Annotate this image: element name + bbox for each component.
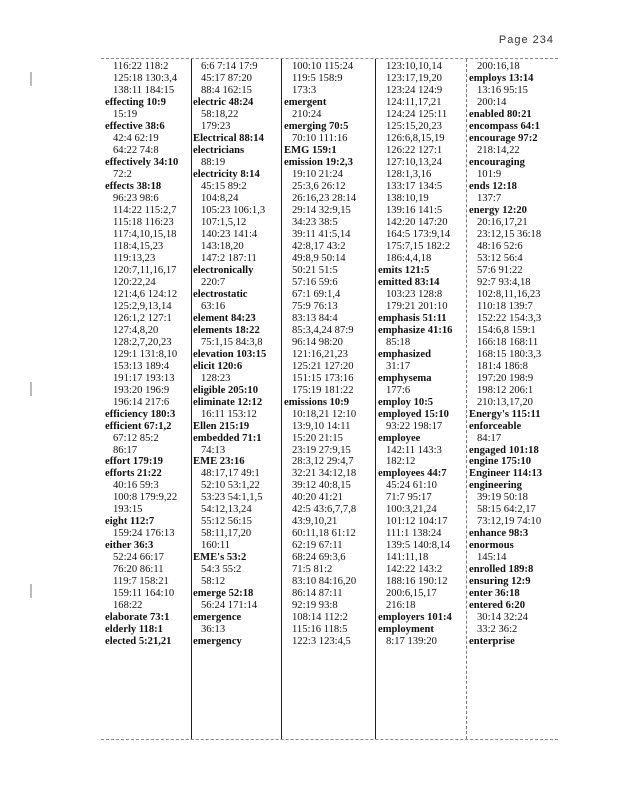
- index-page-refs: 191:17 193:13: [113, 372, 175, 384]
- index-page-refs: 119:5 158:9: [292, 72, 343, 84]
- index-term-entry: employed 15:10: [378, 408, 449, 420]
- index-page-refs: 151:15 173:16: [292, 372, 354, 384]
- index-page-refs: 168:15 180:3,3: [477, 348, 542, 360]
- column-divider: [466, 59, 467, 739]
- index-page-refs: 119:13,23: [113, 252, 156, 264]
- index-term-entry: employers 101:4: [378, 612, 452, 624]
- index-page-refs: 85:3,4,24 87:9: [292, 324, 354, 336]
- index-page-refs: 142:11 143:3: [386, 444, 442, 456]
- index-page-refs: 63:16: [201, 300, 226, 312]
- index-term-entry: engineering: [469, 480, 522, 492]
- index-term-entry: EMG 159:1: [284, 144, 337, 156]
- index-page-refs: 40:16 59:3: [113, 480, 159, 492]
- index-page-refs: 133:17 134:5: [386, 180, 443, 192]
- index-page-refs: 100:3,21,24: [386, 504, 437, 516]
- index-page-refs: 88:4 162:15: [201, 84, 252, 96]
- index-page-refs: 125:18 130:3,4: [113, 72, 178, 84]
- index-page-refs: 179:21 201:10: [386, 300, 448, 312]
- index-term-entry: emphasize 41:16: [378, 324, 453, 336]
- index-page-refs: 85:18: [386, 336, 411, 348]
- index-page-refs: 142:22 143:2: [386, 564, 443, 576]
- index-term-entry: effects 38:18: [105, 180, 162, 192]
- index-page-refs: 45:24 61:10: [386, 480, 437, 492]
- index-page-refs: 123:17,19,20: [386, 72, 442, 84]
- index-page-refs: 73:12,19 74:10: [477, 516, 542, 528]
- index-term-entry: Energy's 115:11: [469, 408, 541, 420]
- index-page-refs: 153:13 189:4: [113, 360, 170, 372]
- index-page-refs: 84:17: [477, 432, 502, 444]
- index-page-refs: 19:10 21:24: [292, 168, 343, 180]
- index-page-refs: 175:19 181:22: [292, 384, 354, 396]
- index-page-refs: 125:15,20,23: [386, 120, 442, 132]
- index-term-entry: emphasized: [378, 348, 431, 360]
- index-term-entry: emerging 70:5: [284, 120, 349, 132]
- index-page-refs: 67:12 85:2: [113, 432, 159, 444]
- index-page-refs: 58:12: [201, 576, 226, 588]
- index-page-refs: 67:1 69:1,4: [292, 288, 341, 300]
- index-page-refs: 55:12 56:15: [201, 516, 252, 528]
- index-term-entry: employment: [378, 624, 434, 636]
- index-term-entry: EME's 53:2: [193, 552, 247, 564]
- index-page-refs: 179:23: [201, 120, 231, 132]
- index-page-refs: 75:9 76:13: [292, 300, 338, 312]
- index-page-refs: 31:17: [386, 360, 411, 372]
- index-term-entry: effectively 34:10: [105, 156, 179, 168]
- index-page-refs: 107:1,5,12: [201, 216, 247, 228]
- index-page-refs: 103:23 128:8: [386, 288, 443, 300]
- index-page-refs: 188:16 190:12: [386, 576, 448, 588]
- index-page-refs: 36:13: [201, 624, 226, 636]
- index-page-refs: 45:17 87:20: [201, 72, 252, 84]
- index-page-refs: 198:12 206:1: [477, 384, 534, 396]
- index-page-refs: 128:2,7,20,23: [113, 336, 172, 348]
- index-term-entry: electrostatic: [193, 288, 248, 300]
- index-page-refs: 32:21 34:12,18: [292, 468, 357, 480]
- index-page-refs: 101:9: [477, 168, 502, 180]
- scan-edge-mark: [30, 584, 32, 598]
- index-page-refs: 53:12 56:4: [477, 252, 523, 264]
- index-term-entry: either 36:3: [105, 540, 154, 552]
- index-page-refs: 29:14 32:9,15: [292, 204, 351, 216]
- index-term-entry: elevation 103:15: [193, 348, 267, 360]
- index-page-refs: 216:18: [386, 600, 416, 612]
- index-term-entry: element 84:23: [193, 312, 256, 324]
- column-divider: [375, 59, 376, 739]
- index-page-refs: 23:19 27:9,15: [292, 444, 351, 456]
- index-term-entry: enormous: [469, 540, 514, 552]
- index-page-refs: 68:24 69:3,6: [292, 552, 346, 564]
- index-term-entry: emergence: [193, 612, 242, 624]
- index-page-refs: 120:7,11,16,17: [113, 264, 177, 276]
- index-page-refs: 8:17 139:20: [386, 636, 437, 648]
- index-page-refs: 138:11 184:15: [113, 84, 175, 96]
- index-page-refs: 15:19: [113, 108, 138, 120]
- index-page-refs: 110:18 139:7: [477, 300, 533, 312]
- index-page-refs: 42:8,17 43:2: [292, 240, 346, 252]
- index-page-refs: 56:24 171:14: [201, 600, 258, 612]
- index-term-entry: emission 19:2,3: [284, 156, 353, 168]
- index-term-entry: ends 12:18: [469, 180, 517, 192]
- index-page-refs: 186:4,4,18: [386, 252, 432, 264]
- index-page-refs: 39:12 40:8,15: [292, 480, 351, 492]
- index-page-refs: 142:20 147:20: [386, 216, 448, 228]
- index-page-refs: 159:24 176:13: [113, 528, 175, 540]
- index-term-entry: elicit 120:6: [193, 360, 243, 372]
- index-term-entry: electronically: [193, 264, 254, 276]
- index-page-refs: 141:11,18: [386, 552, 429, 564]
- index-page-refs: 33:2 36:2: [477, 624, 518, 636]
- word-index-table: [101, 58, 558, 740]
- index-page-refs: 124:11,17,21: [386, 96, 442, 108]
- index-term-entry: encouraging: [469, 156, 525, 168]
- index-term-entry: employ 10:5: [378, 396, 434, 408]
- index-page-refs: 116:22 118:2: [113, 61, 169, 72]
- column-divider: [281, 59, 282, 739]
- index-page-refs: 39:11 41:5,14: [292, 228, 351, 240]
- index-page-refs: 83:10 84:16,20: [292, 576, 357, 588]
- index-term-entry: eligible 205:10: [193, 384, 259, 396]
- index-term-entry: encourage 97:2: [469, 132, 538, 144]
- index-page-refs: 126:6,8,15,19: [386, 132, 445, 144]
- index-page-refs: 49:8,9 50:14: [292, 252, 346, 264]
- index-page-refs: 25:3,6 26:12: [292, 180, 346, 192]
- index-term-entry: Electrical 88:14: [193, 132, 264, 144]
- index-page-refs: 39:19 50:18: [477, 492, 528, 504]
- index-page-refs: 20:16,17,21: [477, 216, 528, 228]
- index-page-refs: 125:21 127:20: [292, 360, 354, 372]
- index-page-refs: 86:17: [113, 444, 138, 456]
- index-term-entry: electricians: [193, 144, 245, 156]
- index-page-refs: 147:2 187:11: [201, 252, 257, 264]
- index-page-refs: 124:24 125:11: [386, 108, 448, 120]
- index-term-entry: elaborate 73:1: [105, 612, 170, 624]
- index-page-refs: 52:24 66:17: [113, 552, 164, 564]
- index-term-entry: employs 13:14: [469, 72, 534, 84]
- index-page-refs: 71:5 81:2: [292, 564, 333, 576]
- index-page-refs: 196:14 217:6: [113, 396, 170, 408]
- index-page-refs: 164:5 173:9,14: [386, 228, 451, 240]
- index-page-refs: 75:1,15 84:3,8: [201, 336, 263, 348]
- index-page-refs: 108:14 112:2: [292, 612, 348, 624]
- index-page-refs: 200:16,18: [477, 61, 520, 72]
- index-page-refs: 10:18,21 12:10: [292, 408, 357, 420]
- index-term-entry: eliminate 12:12: [193, 396, 263, 408]
- index-page-refs: 143:18,20: [201, 240, 244, 252]
- index-term-entry: emphasis 51:11: [378, 312, 447, 324]
- index-term-entry: enabled 80:21: [469, 108, 532, 120]
- index-term-entry: embedded 71:1: [193, 432, 262, 444]
- index-term-entry: engaged 101:18: [469, 444, 539, 456]
- index-page-refs: 34:23 38:5: [292, 216, 338, 228]
- index-term-entry: emitted 83:14: [378, 276, 440, 288]
- index-term-entry: effecting 10:9: [105, 96, 166, 108]
- index-column-1: [105, 61, 178, 648]
- index-term-entry: elected 5:21,21: [105, 636, 172, 648]
- index-page-refs: 13:9,10 14:11: [292, 420, 351, 432]
- index-page-refs: 15:20 21:15: [292, 432, 343, 444]
- index-page-refs: 104:8,24: [201, 192, 239, 204]
- index-term-entry: ensuring 12:9: [469, 576, 531, 588]
- index-page-refs: 121:16,21,23: [292, 348, 348, 360]
- index-page-refs: 139:16 141:5: [386, 204, 443, 216]
- index-page-refs: 175:7,15 182:2: [386, 240, 451, 252]
- index-page-refs: 159:11 164:10: [113, 588, 175, 600]
- index-page-refs: 54:3 55:2: [201, 564, 242, 576]
- index-page-refs: 177:6: [386, 384, 411, 396]
- index-page-refs: 83:13 84:4: [292, 312, 338, 324]
- index-page-refs: 118:4,15,23: [113, 240, 164, 252]
- index-term-entry: efficiency 180:3: [105, 408, 176, 420]
- index-term-entry: enter 36:18: [469, 588, 520, 600]
- index-page-refs: 182:12: [386, 456, 416, 468]
- index-term-entry: elderly 118:1: [105, 624, 163, 636]
- index-page-refs: 88:19: [201, 156, 226, 168]
- index-page-refs: 117:4,10,15,18: [113, 228, 177, 240]
- index-page-refs: 200:14: [477, 96, 507, 108]
- index-page-refs: 105:23 106:1,3: [201, 204, 266, 216]
- index-page-refs: 43:9,10,21: [292, 516, 338, 528]
- index-page-refs: 197:20 198:9: [477, 372, 534, 384]
- index-term-entry: engine 175:10: [469, 456, 532, 468]
- index-page-refs: 76:20 86:11: [113, 564, 164, 576]
- index-page-refs: 138:10,19: [386, 192, 429, 204]
- index-page-refs: 54:12,13,24: [201, 504, 252, 516]
- index-term-entry: emerge 52:18: [193, 588, 254, 600]
- index-page-refs: 181:4 186:8: [477, 360, 528, 372]
- index-term-entry: energy 12:20: [469, 204, 527, 216]
- index-page-refs: 127:10,13,24: [386, 156, 442, 168]
- index-page-refs: 119:7 158:21: [113, 576, 169, 588]
- index-page-refs: 93:22 198:17: [386, 420, 443, 432]
- index-page-refs: 26:16,23 28:14: [292, 192, 357, 204]
- index-page-refs: 145:14: [477, 552, 507, 564]
- index-page-refs: 111:1 138:24: [386, 528, 442, 540]
- index-page-refs: 40:20 41:21: [292, 492, 343, 504]
- index-term-entry: emissions 10:9: [284, 396, 350, 408]
- index-page-refs: 92:19 93:8: [292, 600, 338, 612]
- index-page-refs: 173:3: [292, 84, 317, 96]
- index-page-refs: 16:11 153:12: [201, 408, 257, 420]
- index-page-refs: 102:8,11,16,23: [477, 288, 541, 300]
- index-term-entry: emits 121:5: [378, 264, 430, 276]
- index-column-4: [378, 61, 452, 648]
- index-page-refs: 57:6 91:22: [477, 264, 523, 276]
- index-page-refs: 48:17,17 49:1: [201, 468, 260, 480]
- index-page-refs: 74:13: [201, 444, 226, 456]
- index-term-entry: emergent: [284, 96, 327, 108]
- index-page-refs: 58:11,17,20: [201, 528, 252, 540]
- index-page-refs: 28:3,12 29:4,7: [292, 456, 354, 468]
- index-page-refs: 60:11,18 61:12: [292, 528, 356, 540]
- index-term-entry: efficient 67:1,2: [105, 420, 172, 432]
- index-page-refs: 152:22 154:3,3: [477, 312, 542, 324]
- index-column-2: [193, 61, 266, 648]
- index-page-refs: 129:1 131:8,10: [113, 348, 178, 360]
- index-term-entry: employees 44:7: [378, 468, 447, 480]
- index-term-entry: Engineer 114:13: [469, 468, 543, 480]
- index-page-refs: 166:18 168:11: [477, 336, 539, 348]
- index-page-refs: 57:16 59:6: [292, 276, 338, 288]
- index-term-entry: eight 112:7: [105, 516, 155, 528]
- index-page-refs: 193:20 196:9: [113, 384, 170, 396]
- index-page-refs: 128:23: [201, 372, 231, 384]
- index-term-entry: elements 18:22: [193, 324, 260, 336]
- index-term-entry: effective 38:6: [105, 120, 165, 132]
- index-page-refs: 168:22: [113, 600, 143, 612]
- index-page-refs: 72:2: [113, 168, 132, 180]
- index-page-refs: 139:5 140:8,14: [386, 540, 451, 552]
- scan-edge-mark: [30, 382, 32, 396]
- index-term-entry: entered 6:20: [469, 600, 525, 612]
- index-page-refs: 71:7 95:17: [386, 492, 432, 504]
- index-page-refs: 53:23 54:1,1,5: [201, 492, 263, 504]
- index-page-refs: 23:12,15 36:18: [477, 228, 542, 240]
- index-page-refs: 120:22,24: [113, 276, 156, 288]
- index-page-refs: 48:16 52:6: [477, 240, 523, 252]
- index-page-refs: 140:23 141:4: [201, 228, 258, 240]
- index-page-refs: 58:15 64:2,17: [477, 504, 536, 516]
- index-page-refs: 96:23 98:6: [113, 192, 159, 204]
- index-page-refs: 50:21 51:5: [292, 264, 338, 276]
- index-term-entry: effort 179:19: [105, 456, 163, 468]
- index-page-refs: 218:14,22: [477, 144, 520, 156]
- index-page-refs: 122:3 123:4,5: [292, 636, 351, 648]
- index-term-entry: employee: [378, 432, 421, 444]
- index-page-refs: 101:12 104:17: [386, 516, 448, 528]
- index-page-refs: 220:7: [201, 276, 226, 288]
- index-term-entry: EME 23:16: [193, 456, 245, 468]
- index-term-entry: emphysema: [378, 372, 432, 384]
- index-page-refs: 123:24 124:9: [386, 84, 443, 96]
- index-page-refs: 42:5 43:6,7,7,8: [292, 504, 357, 516]
- index-term-entry: emergency: [193, 636, 242, 648]
- index-term-entry: encompass 64:1: [469, 120, 540, 132]
- index-page-refs: 115:16 118:5: [292, 624, 348, 636]
- index-page-refs: 200:6,15,17: [386, 588, 437, 600]
- index-term-entry: enforceable: [469, 420, 522, 432]
- index-page-refs: 58:18,22: [201, 108, 239, 120]
- index-column-5: [469, 61, 542, 648]
- index-page-refs: 92:7 93:4,18: [477, 276, 531, 288]
- index-page-refs: 123:10,10,14: [386, 61, 442, 72]
- index-term-entry: enrolled 189:8: [469, 564, 534, 576]
- index-term-entry: efforts 21:22: [105, 468, 162, 480]
- index-column-3: [284, 61, 356, 648]
- page-number: Page 234: [498, 34, 554, 46]
- index-term-entry: Ellen 215:19: [193, 420, 250, 432]
- index-page-refs: 100:10 115:24: [292, 61, 354, 72]
- index-page-refs: 86:14 87:11: [292, 588, 343, 600]
- index-page-refs: 160:11: [201, 540, 231, 552]
- index-term-entry: enhance 98:3: [469, 528, 529, 540]
- index-page-refs: 154:6,8 159:1: [477, 324, 536, 336]
- index-term-entry: electric 48:24: [193, 96, 254, 108]
- index-page-refs: 125:2,9,13,14: [113, 300, 172, 312]
- index-page-refs: 13:16 95:15: [477, 84, 528, 96]
- index-page-refs: 126:1,2 127:1: [113, 312, 172, 324]
- index-term-entry: enterprise: [469, 636, 515, 648]
- index-page-refs: 64:22 74:8: [113, 144, 159, 156]
- index-page-refs: 126:22 127:1: [386, 144, 443, 156]
- index-page-refs: 62:19 67:11: [292, 540, 343, 552]
- index-page-refs: 128:1,3,16: [386, 168, 432, 180]
- index-page-refs: 137:7: [477, 192, 502, 204]
- index-page-refs: 210:24: [292, 108, 322, 120]
- index-page-refs: 30:14 32:24: [477, 612, 528, 624]
- index-page-refs: 193:15: [113, 504, 143, 516]
- scan-edge-mark: [30, 72, 32, 86]
- index-page-refs: 42:4 62:19: [113, 132, 159, 144]
- index-page-refs: 96:14 98:20: [292, 336, 343, 348]
- index-page-refs: 6:6 7:14 17:9: [201, 61, 258, 72]
- index-page-refs: 100:8 179:9,22: [113, 492, 178, 504]
- index-term-entry: electricity 8:14: [193, 168, 260, 180]
- index-page-refs: 52:10 53:1,22: [201, 480, 260, 492]
- index-page-refs: 127:4,8,20: [113, 324, 159, 336]
- index-page-refs: 114:22 115:2,7: [113, 204, 177, 216]
- index-page-refs: 45:15 89:2: [201, 180, 247, 192]
- index-page-refs: 121:4,6 124:12: [113, 288, 178, 300]
- index-page-refs: 70:10 111:16: [292, 132, 348, 144]
- column-divider: [191, 59, 192, 739]
- index-page-refs: 115:18 116:23: [113, 216, 174, 228]
- index-page-refs: 210:13,17,20: [477, 396, 533, 408]
